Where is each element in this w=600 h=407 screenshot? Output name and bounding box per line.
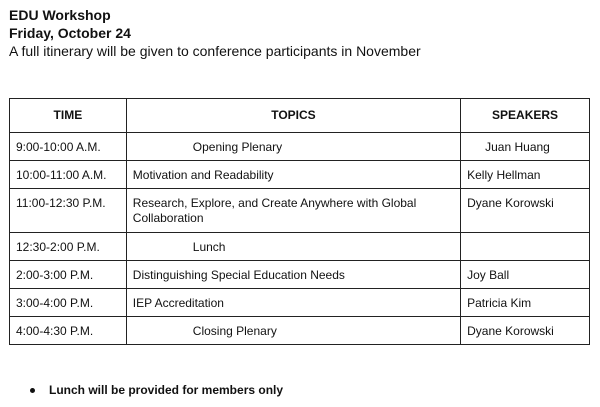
row-time: 9:00-10:00 A.M.: [10, 133, 127, 161]
table-row: [10, 233, 590, 261]
row-speaker: Dyane Korowski: [461, 317, 590, 345]
row-speaker: Joy Ball: [461, 261, 590, 289]
header-speakers: SPEAKERS: [461, 99, 590, 133]
document-header: [9, 6, 421, 60]
table-row: [10, 289, 590, 317]
document-title: EDU Workshop: [9, 7, 111, 23]
table-row: [10, 317, 590, 345]
row-topic: Distinguishing Special Education Needs: [126, 261, 460, 289]
row-speaker: Dyane Korowski: [461, 189, 590, 233]
header-time: TIME: [10, 99, 127, 133]
row-time: 4:00-4:30 P.M.: [10, 317, 127, 345]
row-speaker: Kelly Hellman: [461, 161, 590, 189]
row-time: 3:00-4:00 P.M.: [10, 289, 127, 317]
bullet-item: [30, 383, 283, 397]
row-speaker: [461, 233, 590, 261]
schedule-table: [9, 98, 590, 345]
row-topic: Opening Plenary: [126, 133, 460, 161]
row-speaker: Patricia Kim: [461, 289, 590, 317]
row-topic: Motivation and Readability: [126, 161, 460, 189]
row-time: 11:00-12:30 P.M.: [10, 189, 127, 233]
itinerary-note: A full itinerary will be given to conference participants in November: [9, 43, 421, 59]
row-time: 12:30-2:00 P.M.: [10, 233, 127, 261]
table-row: [10, 189, 590, 233]
row-topic: Lunch: [126, 233, 460, 261]
bullet-text: Lunch will be provided for members only: [49, 383, 284, 397]
row-time: 2:00-3:00 P.M.: [10, 261, 127, 289]
table-row: [10, 133, 590, 161]
table-header-row: [10, 99, 590, 133]
bullet-dot-icon: [30, 388, 35, 393]
row-topic: IEP Accreditation: [126, 289, 460, 317]
event-date: Friday, October 24: [9, 25, 131, 41]
table-row: [10, 161, 590, 189]
row-time: 10:00-11:00 A.M.: [10, 161, 127, 189]
row-speaker: Juan Huang: [461, 133, 590, 161]
table-row: [10, 261, 590, 289]
row-topic: Research, Explore, and Create Anywhere with Global Collaboration: [126, 189, 460, 233]
header-topics: TOPICS: [126, 99, 460, 133]
row-topic: Closing Plenary: [126, 317, 460, 345]
